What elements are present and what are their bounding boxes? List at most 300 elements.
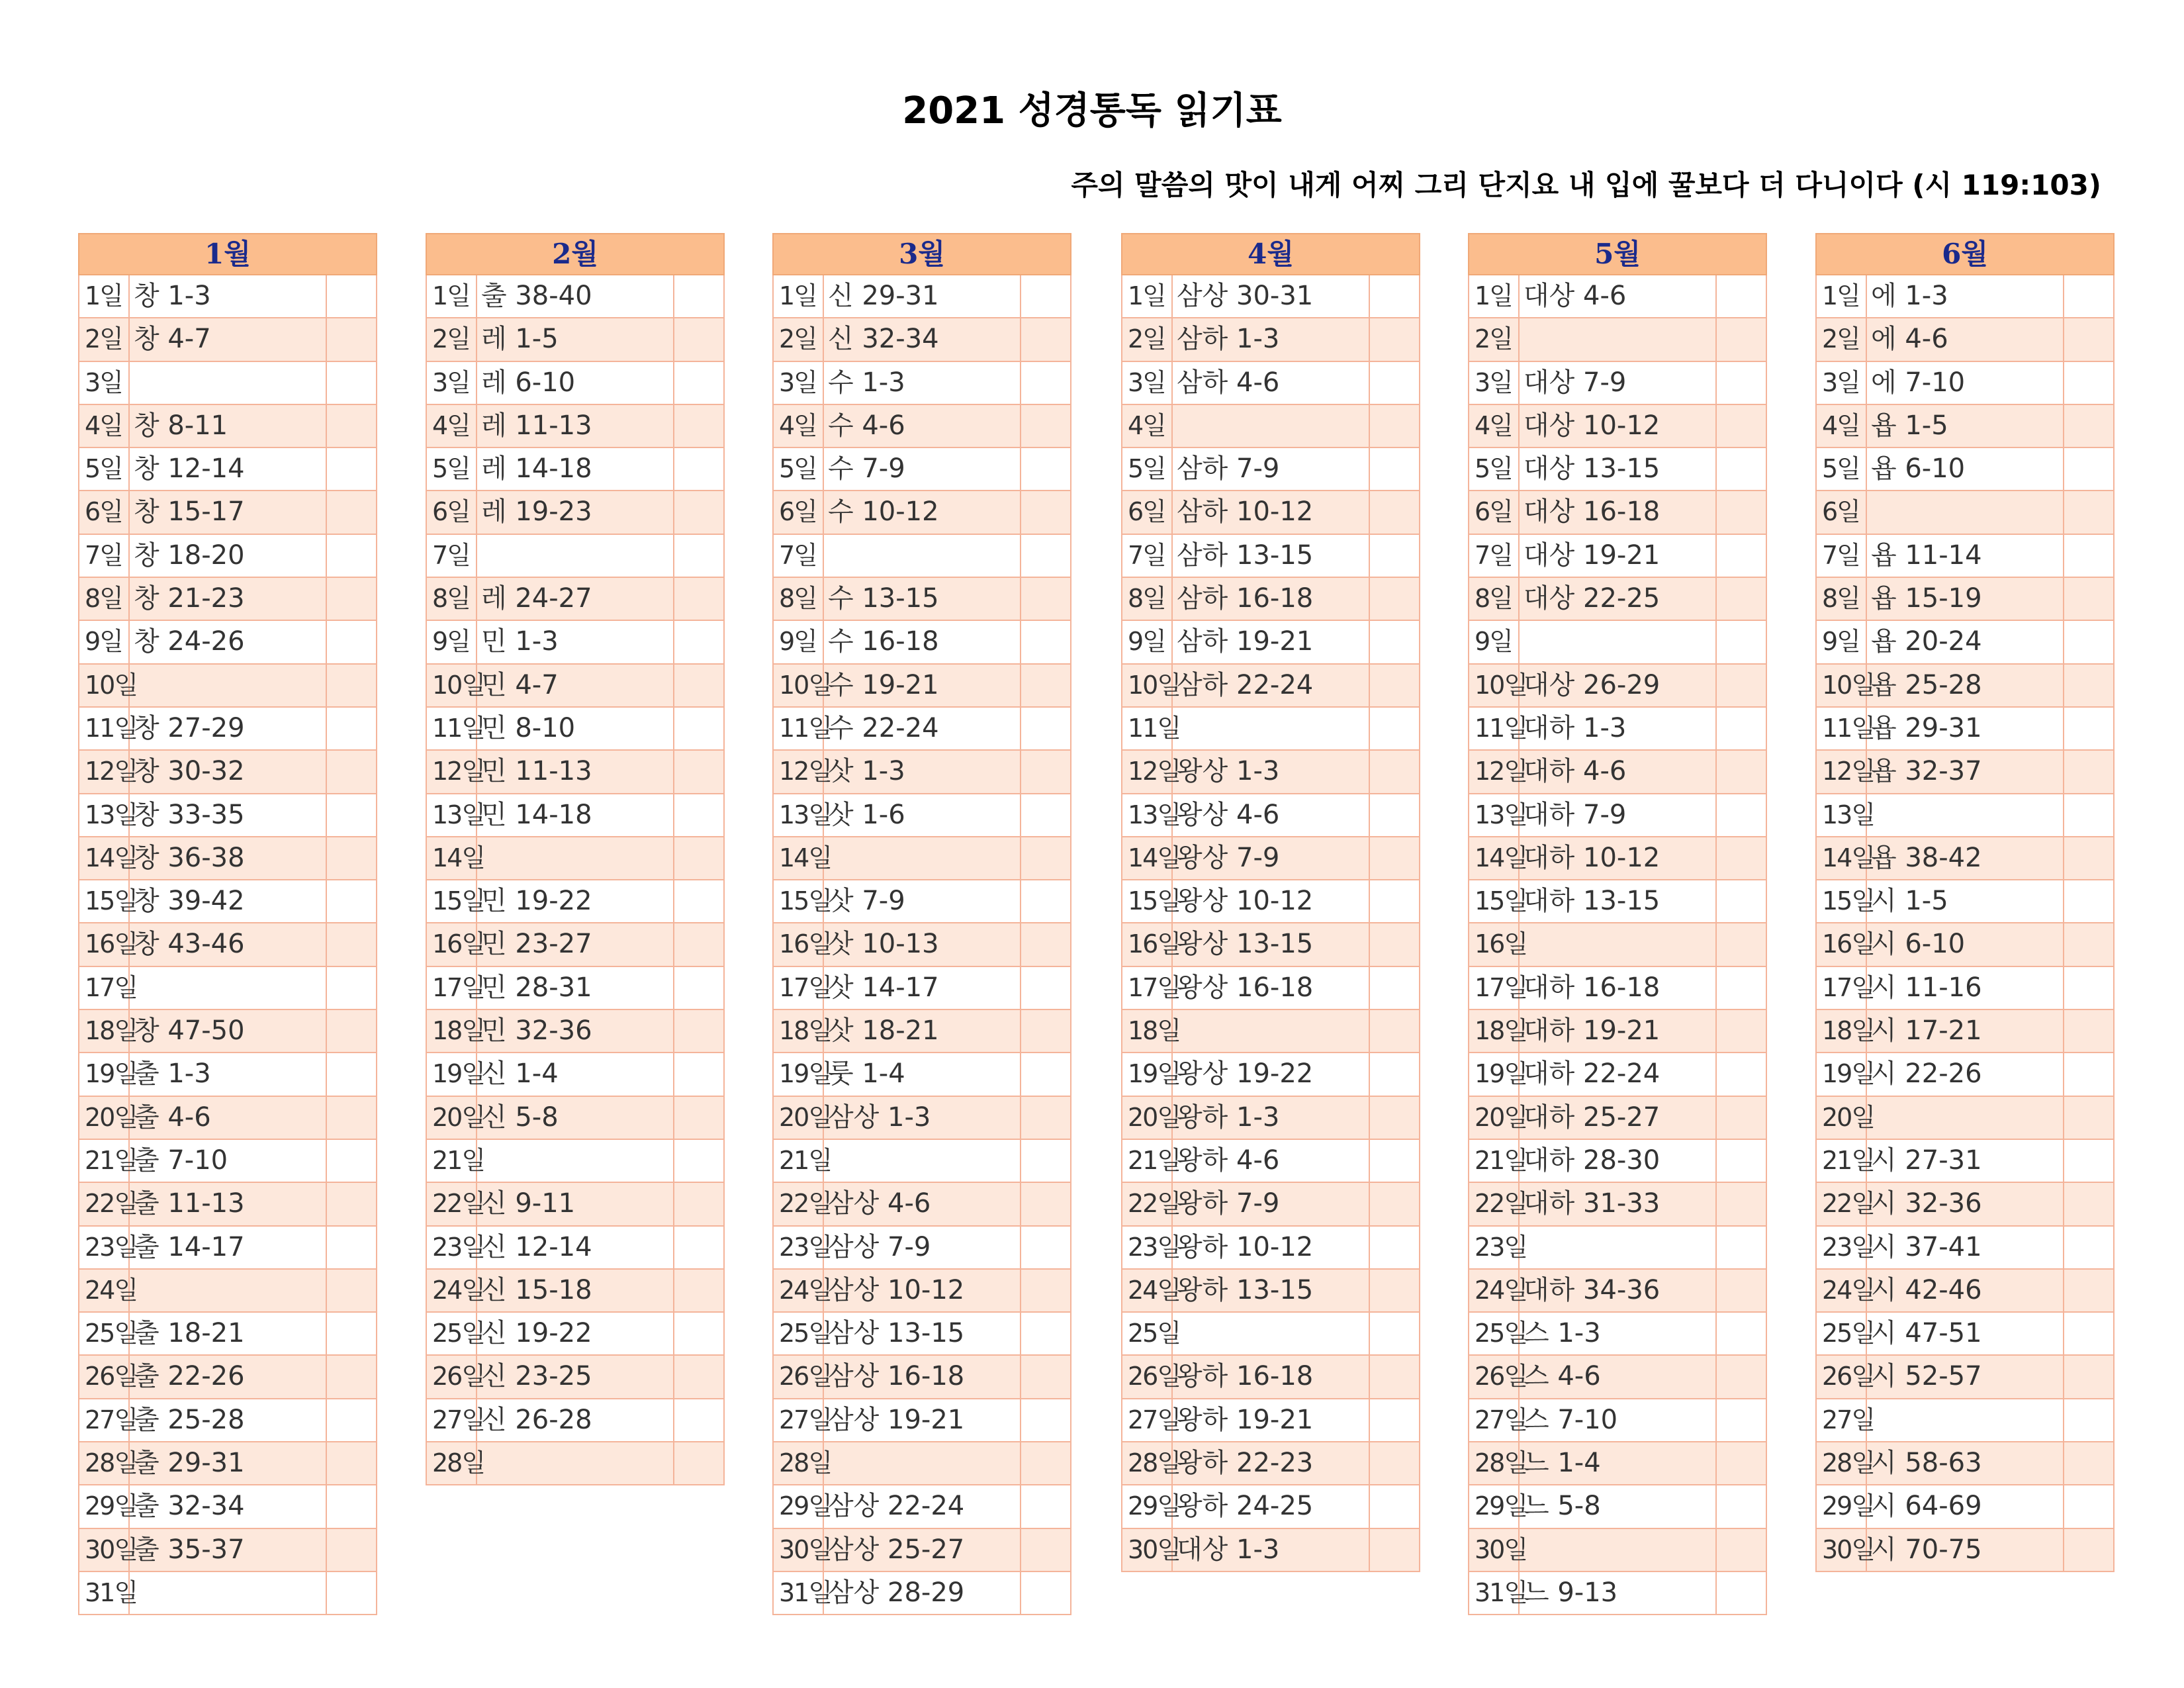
reading-cell: 삼하 4-6 [1173,362,1370,404]
checkbox-cell[interactable] [1370,1485,1419,1527]
day-cell: 5일 [427,448,477,490]
reading-cell: 스 1-3 [1520,1313,1717,1354]
checkbox-cell[interactable] [1717,1529,1766,1571]
checkbox-cell[interactable] [1717,665,1766,706]
checkbox-cell[interactable] [1717,1270,1766,1311]
table-row [1121,1399,1420,1442]
day-cell: 22일 [427,1183,477,1225]
checkbox-cell[interactable] [2064,448,2113,490]
day-cell: 20일 [1817,1097,1867,1139]
checkbox-cell[interactable] [2064,362,2113,404]
day-cell: 14일 [774,837,824,879]
checkbox-cell[interactable] [327,837,376,879]
checkbox-cell[interactable] [327,1356,376,1397]
checkbox-cell[interactable] [1717,1097,1766,1139]
reading-cell [1520,318,1717,360]
checkbox-cell[interactable] [674,665,723,706]
table-row [1468,491,1767,534]
checkbox-cell[interactable] [2064,1140,2113,1182]
day-cell: 15일 [427,880,477,922]
checkbox-cell[interactable] [1717,1442,1766,1484]
month-column-4 [1121,233,1420,1572]
reading-cell: 시 58-63 [1867,1442,2064,1484]
table-row [772,535,1071,578]
checkbox-cell[interactable] [1021,923,1070,965]
checkbox-cell[interactable] [2064,837,2113,879]
day-cell: 27일 [774,1399,824,1441]
table-row [772,794,1071,837]
day-cell: 30일 [1122,1529,1173,1571]
table-row [426,535,725,578]
checkbox-cell[interactable] [1021,751,1070,792]
checkbox-cell[interactable] [327,708,376,749]
table-row [1121,1529,1420,1572]
checkbox-cell[interactable] [2064,1053,2113,1095]
checkbox-cell[interactable] [1370,794,1419,836]
table-row [772,1227,1071,1270]
checkbox-cell[interactable] [1021,1356,1070,1397]
checkbox-cell[interactable] [1370,708,1419,749]
reading-cell: 삿 7-9 [824,880,1021,922]
checkbox-cell[interactable] [327,1183,376,1225]
checkbox-cell[interactable] [2064,1399,2113,1441]
day-cell: 2일 [1122,318,1173,360]
checkbox-cell[interactable] [1370,967,1419,1009]
checkbox-cell[interactable] [2064,1485,2113,1527]
checkbox-cell[interactable] [674,1053,723,1095]
checkbox-cell[interactable] [1021,535,1070,577]
checkbox-cell[interactable] [2064,1442,2113,1484]
checkbox-cell[interactable] [1370,837,1419,879]
checkbox-cell[interactable] [1717,578,1766,620]
day-cell: 12일 [427,751,477,792]
day-cell: 23일 [427,1227,477,1268]
checkbox-cell[interactable] [327,1399,376,1441]
checkbox-cell[interactable] [1717,1572,1766,1614]
day-cell: 6일 [79,491,130,533]
day-cell: 12일 [774,751,824,792]
checkbox-cell[interactable] [1021,1227,1070,1268]
checkbox-cell[interactable] [674,794,723,836]
reading-cell: 스 7-10 [1520,1399,1717,1441]
table-row [78,1227,377,1270]
checkbox-cell[interactable] [674,1183,723,1225]
reading-cell: 시 37-41 [1867,1227,2064,1268]
checkbox-cell[interactable] [1021,362,1070,404]
day-cell: 30일 [1469,1529,1520,1571]
table-row [1815,923,2115,966]
checkbox-cell[interactable] [674,1227,723,1268]
checkbox-cell[interactable] [327,1270,376,1311]
checkbox-cell[interactable] [1370,665,1419,706]
checkbox-cell[interactable] [327,794,376,836]
checkbox-cell[interactable] [327,665,376,706]
checkbox-cell[interactable] [2064,1183,2113,1225]
checkbox-cell[interactable] [327,923,376,965]
reading-cell: 삼하 10-12 [1173,491,1370,533]
day-cell: 24일 [774,1270,824,1311]
checkbox-cell[interactable] [327,578,376,620]
checkbox-cell[interactable] [674,751,723,792]
table-row [426,1140,725,1183]
month-column-1 [78,233,377,1615]
reading-cell: 왕하 13-15 [1173,1270,1370,1311]
day-cell: 17일 [1469,967,1520,1009]
table-row [772,1313,1071,1356]
checkbox-cell[interactable] [327,1010,376,1052]
checkbox-cell[interactable] [1021,275,1070,317]
checkbox-cell[interactable] [674,1010,723,1052]
day-cell: 28일 [1817,1442,1867,1484]
checkbox-cell[interactable] [1021,1140,1070,1182]
day-cell: 3일 [79,362,130,404]
checkbox-cell[interactable] [674,1313,723,1354]
table-row [1121,1313,1420,1356]
reading-cell: 출 25-28 [130,1399,327,1441]
checkbox-cell[interactable] [327,967,376,1009]
table-row [1121,1053,1420,1096]
checkbox-cell[interactable] [1370,318,1419,360]
day-cell: 5일 [1469,448,1520,490]
checkbox-cell[interactable] [2064,1010,2113,1052]
checkbox-cell[interactable] [1021,448,1070,490]
checkbox-cell[interactable] [674,837,723,879]
checkbox-cell[interactable] [1021,1572,1070,1614]
checkbox-cell[interactable] [1717,1356,1766,1397]
reading-cell: 창 1-3 [130,275,327,317]
checkbox-cell[interactable] [1717,837,1766,879]
reading-cell: 신 15-18 [477,1270,674,1311]
checkbox-cell[interactable] [327,1485,376,1527]
day-cell: 25일 [427,1313,477,1354]
table-row [1815,1010,2115,1053]
checkbox-cell[interactable] [327,491,376,533]
reading-cell [1173,405,1370,447]
checkbox-cell[interactable] [1717,880,1766,922]
table-row [772,1529,1071,1572]
checkbox-cell[interactable] [327,275,376,317]
checkbox-cell[interactable] [674,1399,723,1441]
checkbox-cell[interactable] [674,708,723,749]
checkbox-cell[interactable] [674,1140,723,1182]
table-row [78,1053,377,1096]
checkbox-cell[interactable] [2064,923,2113,965]
table-row [1121,837,1420,880]
checkbox-cell[interactable] [1717,1183,1766,1225]
reading-cell: 신 29-31 [824,275,1021,317]
checkbox-cell[interactable] [2064,491,2113,533]
checkbox-cell[interactable] [2064,405,2113,447]
checkbox-cell[interactable] [674,1097,723,1139]
checkbox-cell[interactable] [1370,1053,1419,1095]
checkbox-cell[interactable] [1717,1313,1766,1354]
day-cell: 21일 [1122,1140,1173,1182]
checkbox-cell[interactable] [327,1442,376,1484]
checkbox-cell[interactable] [1370,362,1419,404]
month-header: 5월 [1468,233,1767,275]
reading-cell: 대상 7-9 [1520,362,1717,404]
table-row [1121,1227,1420,1270]
checkbox-cell[interactable] [1717,794,1766,836]
checkbox-cell[interactable] [2064,751,2113,792]
checkbox-cell[interactable] [1370,1313,1419,1354]
checkbox-cell[interactable] [327,880,376,922]
checkbox-cell[interactable] [2064,1356,2113,1397]
checkbox-cell[interactable] [327,448,376,490]
checkbox-cell[interactable] [1370,405,1419,447]
day-cell: 15일 [774,880,824,922]
checkbox-cell[interactable] [1717,275,1766,317]
day-cell: 18일 [1817,1010,1867,1052]
table-row [1815,1356,2115,1399]
checkbox-cell[interactable] [1370,535,1419,577]
checkbox-cell[interactable] [2064,275,2113,317]
checkbox-cell[interactable] [1717,448,1766,490]
checkbox-cell[interactable] [1021,1183,1070,1225]
checkbox-cell[interactable] [1370,1227,1419,1268]
day-cell: 22일 [1817,1183,1867,1225]
day-cell: 26일 [427,1356,477,1397]
checkbox-cell[interactable] [2064,318,2113,360]
checkbox-cell[interactable] [1021,318,1070,360]
checkbox-cell[interactable] [327,405,376,447]
checkbox-cell[interactable] [674,275,723,317]
checkbox-cell[interactable] [674,923,723,965]
checkbox-cell[interactable] [1717,1399,1766,1441]
reading-cell: 느 1-4 [1520,1442,1717,1484]
checkbox-cell[interactable] [1370,1399,1419,1441]
checkbox-cell[interactable] [2064,535,2113,577]
page-subtitle: 주의 말씀의 맛이 내게 어찌 그리 단지요 내 입에 꿀보다 더 다니이다 (시 119:103) [1071,169,2101,201]
checkbox-cell[interactable] [1370,1270,1419,1311]
reading-cell: 출 32-34 [130,1485,327,1527]
checkbox-cell[interactable] [1021,1399,1070,1441]
day-cell: 16일 [427,923,477,965]
table-row [1815,708,2115,751]
checkbox-cell[interactable] [1717,708,1766,749]
checkbox-cell[interactable] [1717,1053,1766,1095]
checkbox-cell[interactable] [2064,794,2113,836]
checkbox-cell[interactable] [327,1572,376,1614]
checkbox-cell[interactable] [1370,1356,1419,1397]
checkbox-cell[interactable] [1717,318,1766,360]
checkbox-cell[interactable] [1370,621,1419,663]
checkbox-cell[interactable] [1021,1313,1070,1354]
day-cell: 24일 [1122,1270,1173,1311]
checkbox-cell[interactable] [674,1270,723,1311]
reading-cell: 대하 7-9 [1520,794,1717,836]
checkbox-cell[interactable] [1717,1010,1766,1052]
table-row [1468,1183,1767,1226]
day-cell: 20일 [427,1097,477,1139]
checkbox-cell[interactable] [1370,275,1419,317]
checkbox-cell[interactable] [674,1442,723,1484]
checkbox-cell[interactable] [2064,1270,2113,1311]
reading-cell: 왕상 10-12 [1173,880,1370,922]
day-cell: 4일 [427,405,477,447]
table-row [1121,535,1420,578]
reading-cell: 왕하 10-12 [1173,1227,1370,1268]
checkbox-cell[interactable] [1370,880,1419,922]
checkbox-cell[interactable] [1370,1097,1419,1139]
day-cell: 2일 [1817,318,1867,360]
table-row [426,1227,725,1270]
checkbox-cell[interactable] [1717,535,1766,577]
table-row [1468,1485,1767,1528]
checkbox-cell[interactable] [327,1313,376,1354]
day-cell: 28일 [427,1442,477,1484]
checkbox-cell[interactable] [1021,880,1070,922]
checkbox-cell[interactable] [1370,1529,1419,1571]
checkbox-cell[interactable] [1717,1140,1766,1182]
checkbox-cell[interactable] [2064,578,2113,620]
day-cell: 1일 [427,275,477,317]
checkbox-cell[interactable] [2064,708,2113,749]
reading-cell: 민 28-31 [477,967,674,1009]
reading-cell: 대하 16-18 [1520,967,1717,1009]
checkbox-cell[interactable] [2064,967,2113,1009]
reading-cell: 삼상 10-12 [824,1270,1021,1311]
checkbox-cell[interactable] [2064,1227,2113,1268]
checkbox-cell[interactable] [674,362,723,404]
day-cell: 21일 [79,1140,130,1182]
checkbox-cell[interactable] [674,621,723,663]
table-row [1815,448,2115,491]
checkbox-cell[interactable] [2064,1529,2113,1571]
checkbox-cell[interactable] [1370,1183,1419,1225]
checkbox-cell[interactable] [327,1227,376,1268]
checkbox-cell[interactable] [1717,621,1766,663]
table-row [772,665,1071,708]
day-cell: 3일 [774,362,824,404]
table-row [1815,794,2115,837]
checkbox-cell[interactable] [674,448,723,490]
checkbox-cell[interactable] [2064,621,2113,663]
checkbox-cell[interactable] [327,1053,376,1095]
checkbox-cell[interactable] [1021,1442,1070,1484]
reading-cell: 창 30-32 [130,751,327,792]
checkbox-cell[interactable] [327,535,376,577]
checkbox-cell[interactable] [327,1529,376,1571]
reading-cell: 대상 1-3 [1173,1529,1370,1571]
checkbox-cell[interactable] [1717,1227,1766,1268]
checkbox-cell[interactable] [1717,751,1766,792]
day-cell: 13일 [1469,794,1520,836]
reading-cell: 왕하 19-21 [1173,1399,1370,1441]
checkbox-cell[interactable] [1717,362,1766,404]
checkbox-cell[interactable] [1717,1485,1766,1527]
checkbox-cell[interactable] [674,880,723,922]
table-row [426,794,725,837]
checkbox-cell[interactable] [1717,923,1766,965]
table-row [1121,405,1420,448]
checkbox-cell[interactable] [327,1097,376,1139]
checkbox-cell[interactable] [1370,923,1419,965]
checkbox-cell[interactable] [1370,448,1419,490]
checkbox-cell[interactable] [1021,794,1070,836]
checkbox-cell[interactable] [1021,665,1070,706]
checkbox-cell[interactable] [1021,1270,1070,1311]
reading-cell: 대상 10-12 [1520,405,1717,447]
reading-cell: 레 1-5 [477,318,674,360]
table-row [78,1010,377,1053]
checkbox-cell[interactable] [327,318,376,360]
checkbox-cell[interactable] [327,1140,376,1182]
day-cell: 15일 [1469,880,1520,922]
checkbox-cell[interactable] [2064,665,2113,706]
day-cell: 30일 [774,1529,824,1571]
checkbox-cell[interactable] [1021,1485,1070,1527]
reading-cell: 대하 31-33 [1520,1183,1717,1225]
checkbox-cell[interactable] [1717,967,1766,1009]
day-cell: 1일 [774,275,824,317]
checkbox-cell[interactable] [674,318,723,360]
checkbox-cell[interactable] [1021,578,1070,620]
checkbox-cell[interactable] [1021,708,1070,749]
checkbox-cell[interactable] [674,491,723,533]
reading-cell: 대하 1-3 [1520,708,1717,749]
checkbox-cell[interactable] [1717,405,1766,447]
checkbox-cell[interactable] [1021,621,1070,663]
table-row [78,275,377,318]
month-column-2 [426,233,725,1485]
checkbox-cell[interactable] [1021,405,1070,447]
reading-cell: 창 27-29 [130,708,327,749]
checkbox-cell[interactable] [2064,1313,2113,1354]
reading-cell: 출 1-3 [130,1053,327,1095]
checkbox-cell[interactable] [1370,1010,1419,1052]
reading-cell: 신 1-4 [477,1053,674,1095]
checkbox-cell[interactable] [674,967,723,1009]
table-row [426,837,725,880]
reading-cell [477,837,674,879]
checkbox-cell[interactable] [1021,1010,1070,1052]
checkbox-cell[interactable] [674,578,723,620]
reading-cell: 시 17-21 [1867,1010,2064,1052]
reading-cell [130,1270,327,1311]
checkbox-cell[interactable] [327,751,376,792]
checkbox-cell[interactable] [1021,837,1070,879]
checkbox-cell[interactable] [2064,880,2113,922]
checkbox-cell[interactable] [1370,578,1419,620]
table-row [426,1053,725,1096]
checkbox-cell[interactable] [1370,1140,1419,1182]
checkbox-cell[interactable] [1021,1529,1070,1571]
checkbox-cell[interactable] [674,1356,723,1397]
checkbox-cell[interactable] [1370,1442,1419,1484]
checkbox-cell[interactable] [327,362,376,404]
checkbox-cell[interactable] [1370,751,1419,792]
checkbox-cell[interactable] [1717,491,1766,533]
checkbox-cell[interactable] [1021,967,1070,1009]
day-cell: 13일 [79,794,130,836]
checkbox-cell[interactable] [1021,1097,1070,1139]
checkbox-cell[interactable] [327,621,376,663]
checkbox-cell[interactable] [1021,491,1070,533]
checkbox-cell[interactable] [2064,1097,2113,1139]
table-row [1121,275,1420,318]
reading-cell: 느 9-13 [1520,1572,1717,1614]
checkbox-cell[interactable] [1370,491,1419,533]
day-cell: 14일 [1469,837,1520,879]
table-row [1815,535,2115,578]
day-cell: 24일 [79,1270,130,1311]
checkbox-cell[interactable] [674,535,723,577]
day-cell: 6일 [1122,491,1173,533]
reading-cell [1867,794,2064,836]
checkbox-cell[interactable] [674,405,723,447]
checkbox-cell[interactable] [1021,1053,1070,1095]
